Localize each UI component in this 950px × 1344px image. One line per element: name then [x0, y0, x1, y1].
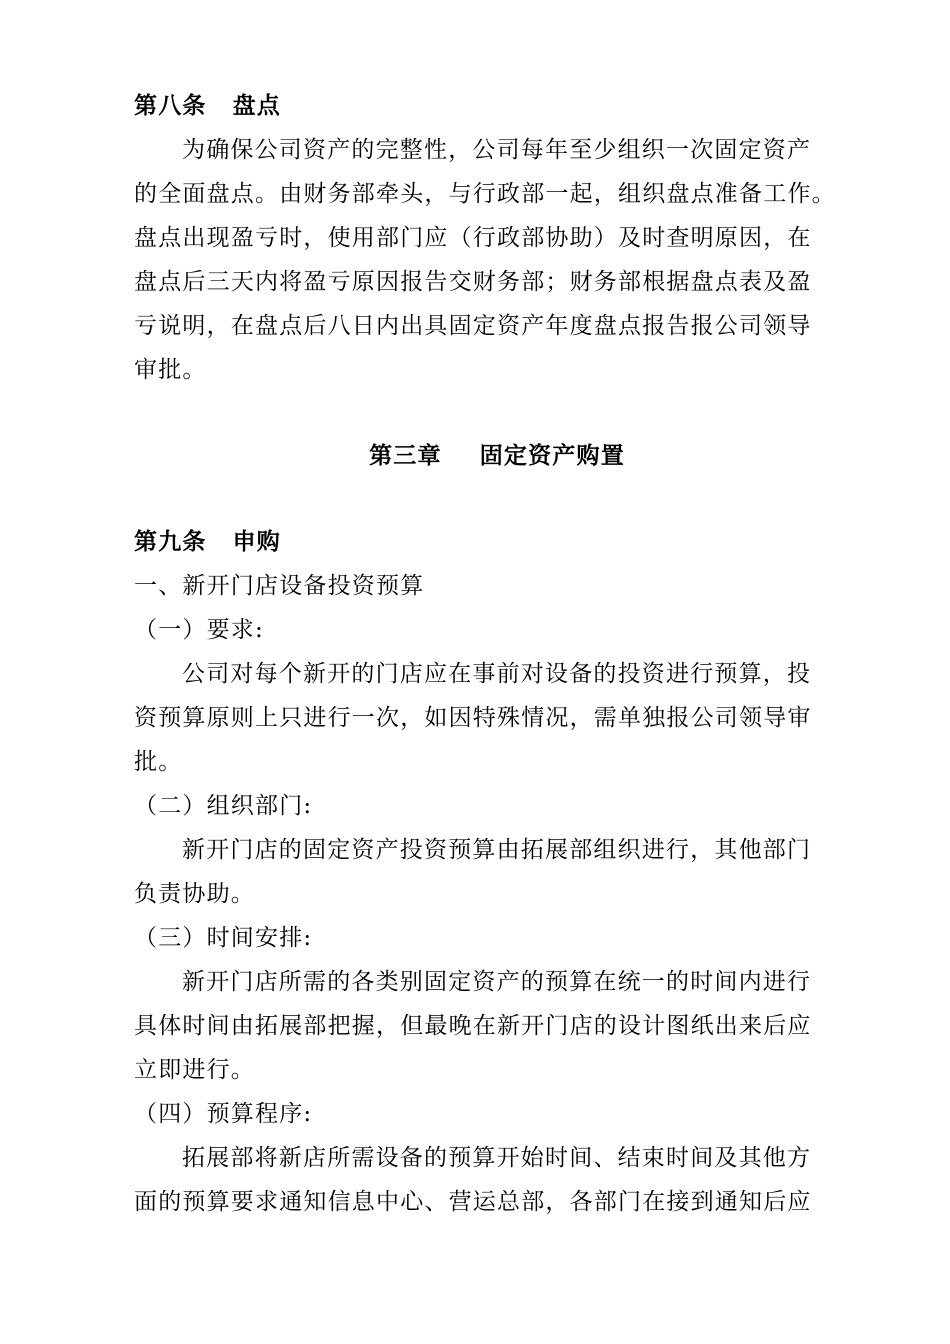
article9-heading [134, 520, 860, 564]
article8-title: 盘点 [232, 92, 282, 119]
article8-line: 盘点出现盈亏时，使用部门应（行政部协助）及时查明原因，在 [134, 225, 812, 251]
item-heading: （四）预算程序: [134, 1101, 313, 1127]
item-line: 面的预算要求通知信息中心、营运总部，各部门在接到通知后应 [134, 1189, 812, 1215]
section-heading: 一、新开门店设备投资预算 [134, 573, 425, 599]
item-line: 资预算原则上只进行一次，如因特殊情况，需单独报公司领导审 [134, 705, 812, 731]
chapter3-title: 固定资产购置 [479, 442, 625, 469]
chapter3-number: 第三章 [369, 442, 442, 469]
item-heading: （二）组织部门: [134, 793, 313, 819]
item-line: 立即进行。 [134, 1057, 255, 1083]
chapter3-heading [134, 434, 860, 478]
item-line: 新开门店的固定资产投资预算由拓展部组织进行，其他部门 [182, 837, 812, 863]
item-line: 具体时间由拓展部把握，但最晚在新开门店的设计图纸出来后应 [134, 1013, 812, 1039]
item-line: 拓展部将新店所需设备的预算开始时间、结束时间及其他方 [182, 1145, 812, 1171]
item-line: 新开门店所需的各类别固定资产的预算在统一的时间内进行 [182, 969, 812, 995]
article9-number: 第九条 [134, 528, 207, 555]
article8-number: 第八条 [134, 92, 207, 119]
item-line: 公司对每个新开的门店应在事前对设备的投资进行预算，投 [182, 661, 812, 687]
article8-line: 的全面盘点。由财务部牵头，与行政部一起，组织盘点准备工作。 [134, 181, 836, 207]
item-line: 批。 [134, 749, 183, 775]
item-line: 负责协助。 [134, 881, 255, 907]
article8-line: 审批。 [134, 357, 207, 383]
article8-line: 亏说明，在盘点后八日内出具固定资产年度盘点报告报公司领导 [134, 313, 812, 339]
item-heading: （一）要求: [134, 617, 264, 643]
item-heading: （三）时间安排: [134, 925, 313, 951]
article8-line: 为确保公司资产的完整性，公司每年至少组织一次固定资产 [182, 137, 812, 163]
document-page [134, 84, 860, 1224]
article8-line: 盘点后三天内将盈亏原因报告交财务部；财务部根据盘点表及盈 [134, 269, 812, 295]
article8-heading [134, 84, 860, 128]
article9-title: 申购 [232, 528, 282, 555]
